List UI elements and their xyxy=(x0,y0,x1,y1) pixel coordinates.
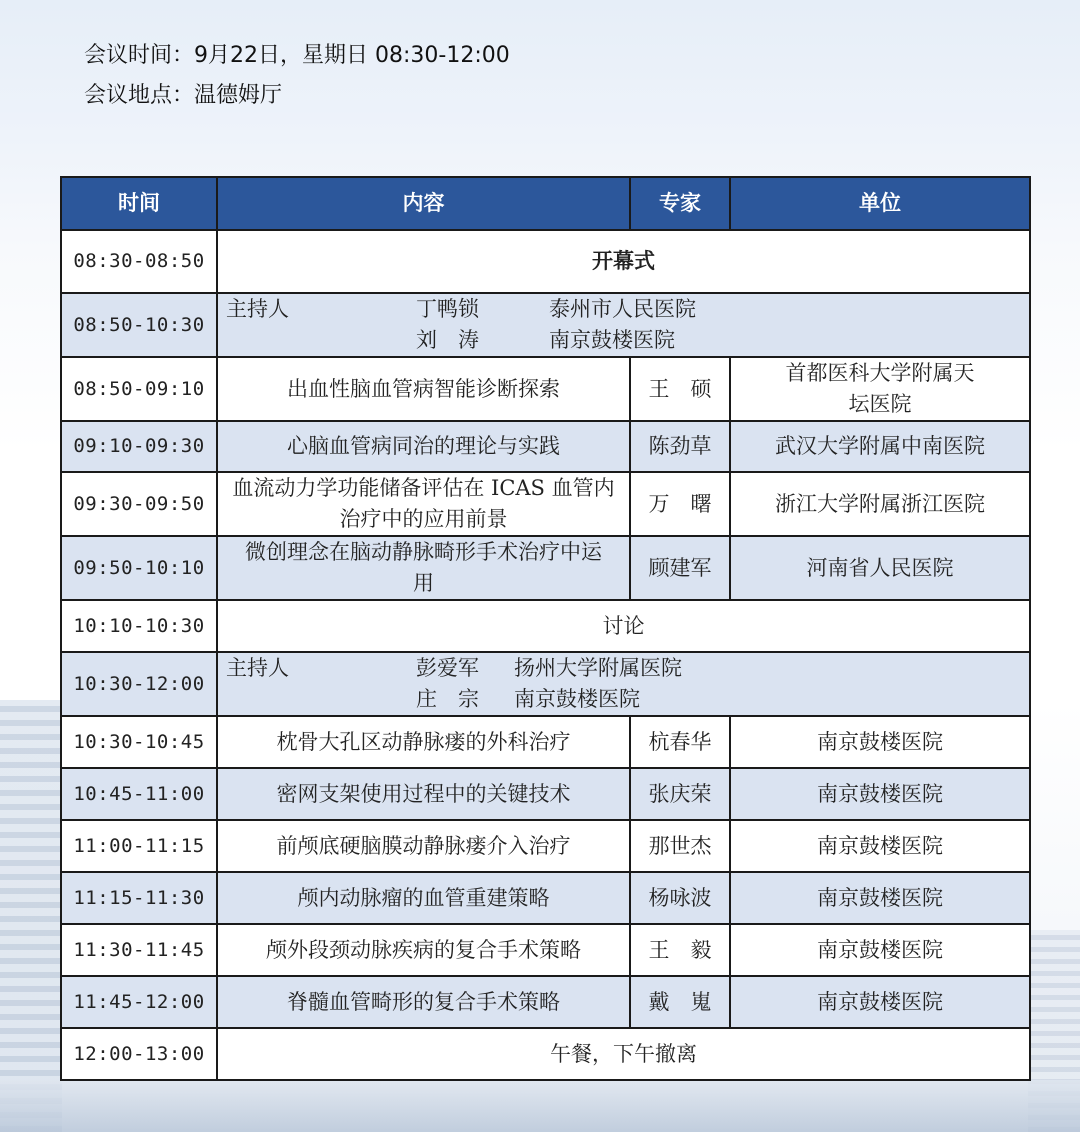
time-cell: 10:30-10:45 xyxy=(61,716,217,768)
expert-cell: 王 毅 xyxy=(630,924,730,976)
opening-ceremony: 开幕式 xyxy=(217,230,1030,293)
table-row xyxy=(61,357,1030,421)
time-cell: 11:15-11:30 xyxy=(61,872,217,924)
expert-cell: 戴 嵬 xyxy=(630,976,730,1028)
host-label: 主持人 xyxy=(226,656,289,680)
topic-cell: 颅外段颈动脉疾病的复合手术策略 xyxy=(217,924,630,976)
time-cell: 10:10-10:30 xyxy=(61,600,217,652)
host-unit: 南京鼓楼医院 xyxy=(549,328,675,352)
header-time: 时间 xyxy=(61,177,217,230)
meeting-place: 会议地点：温德姆厅 xyxy=(84,83,283,108)
unit-cell: 武汉大学附属中南医院 xyxy=(730,421,1030,472)
time-cell: 10:45-11:00 xyxy=(61,768,217,820)
expert-cell: 万 曙 xyxy=(630,472,730,536)
host-name: 刘 涛 xyxy=(416,328,479,352)
topic-cell: 前颅底硬脑膜动静脉瘘介入治疗 xyxy=(217,820,630,872)
topic-cell: 枕骨大孔区动静脉瘘的外科治疗 xyxy=(217,716,630,768)
meeting-time: 会议时间：9月22日，星期日 08:30-12:00 xyxy=(84,43,510,68)
background-building-left xyxy=(0,700,62,1132)
topic-cell: 密网支架使用过程中的关键技术 xyxy=(217,768,630,820)
time-cell: 09:30-09:50 xyxy=(61,472,217,536)
time-cell: 08:30-08:50 xyxy=(61,230,217,293)
table-row xyxy=(61,421,1030,472)
time-cell: 11:30-11:45 xyxy=(61,924,217,976)
time-cell: 09:10-09:30 xyxy=(61,421,217,472)
header-expert: 专家 xyxy=(630,177,730,230)
expert-cell: 杨咏波 xyxy=(630,872,730,924)
table-row-host-1 xyxy=(61,293,1030,357)
table-row xyxy=(61,768,1030,820)
unit-cell: 南京鼓楼医院 xyxy=(730,768,1030,820)
meeting-info xyxy=(84,36,510,116)
header-unit: 单位 xyxy=(730,177,1030,230)
header-content: 内容 xyxy=(217,177,630,230)
table-row-host-2 xyxy=(61,652,1030,716)
host-name: 彭爱军 xyxy=(416,656,479,680)
unit-cell: 南京鼓楼医院 xyxy=(730,976,1030,1028)
time-cell: 12:00-13:00 xyxy=(61,1028,217,1080)
time-cell: 08:50-10:30 xyxy=(61,293,217,357)
unit-cell: 河南省人民医院 xyxy=(730,536,1030,600)
table-row xyxy=(61,924,1030,976)
expert-cell: 张庆荣 xyxy=(630,768,730,820)
lunch-cell: 午餐，下午撤离 xyxy=(217,1028,1030,1080)
expert-cell: 那世杰 xyxy=(630,820,730,872)
background-ground xyxy=(0,1080,1080,1132)
unit-cell: 首都医科大学附属天坛医院 xyxy=(730,357,1030,421)
topic-cell: 血流动力学功能储备评估在 ICAS 血管内治疗中的应用前景 xyxy=(217,472,630,536)
expert-cell: 陈劲草 xyxy=(630,421,730,472)
table-row xyxy=(61,716,1030,768)
table-row-lunch xyxy=(61,1028,1030,1080)
table-header-row xyxy=(61,177,1030,230)
host-name: 丁鸭锁 xyxy=(416,297,479,321)
table-row xyxy=(61,820,1030,872)
schedule-table xyxy=(60,176,1031,1081)
table-row xyxy=(61,472,1030,536)
time-cell: 11:45-12:00 xyxy=(61,976,217,1028)
table-row xyxy=(61,536,1030,600)
host-cell xyxy=(217,293,1030,357)
table-row-discussion xyxy=(61,600,1030,652)
host-name: 庄 宗 xyxy=(416,687,479,711)
topic-cell: 微创理念在脑动静脉畸形手术治疗中运用 xyxy=(217,536,630,600)
topic-cell: 颅内动脉瘤的血管重建策略 xyxy=(217,872,630,924)
table-row-opening xyxy=(61,230,1030,293)
host-unit: 泰州市人民医院 xyxy=(549,297,696,321)
unit-cell: 南京鼓楼医院 xyxy=(730,716,1030,768)
unit-cell: 浙江大学附属浙江医院 xyxy=(730,472,1030,536)
expert-cell: 杭春华 xyxy=(630,716,730,768)
topic-cell: 心脑血管病同治的理论与实践 xyxy=(217,421,630,472)
topic-cell: 出血性脑血管病智能诊断探索 xyxy=(217,357,630,421)
unit-cell: 南京鼓楼医院 xyxy=(730,820,1030,872)
host-unit: 扬州大学附属医院 xyxy=(514,656,682,680)
time-cell: 11:00-11:15 xyxy=(61,820,217,872)
expert-cell: 王 硕 xyxy=(630,357,730,421)
time-cell: 10:30-12:00 xyxy=(61,652,217,716)
host-cell xyxy=(217,652,1030,716)
table-row xyxy=(61,976,1030,1028)
host-label: 主持人 xyxy=(226,297,289,321)
time-cell: 09:50-10:10 xyxy=(61,536,217,600)
time-cell: 08:50-09:10 xyxy=(61,357,217,421)
table-row xyxy=(61,872,1030,924)
unit-cell: 南京鼓楼医院 xyxy=(730,872,1030,924)
unit-cell: 南京鼓楼医院 xyxy=(730,924,1030,976)
discussion-cell: 讨论 xyxy=(217,600,1030,652)
host-unit: 南京鼓楼医院 xyxy=(514,687,640,711)
expert-cell: 顾建军 xyxy=(630,536,730,600)
topic-cell: 脊髓血管畸形的复合手术策略 xyxy=(217,976,630,1028)
